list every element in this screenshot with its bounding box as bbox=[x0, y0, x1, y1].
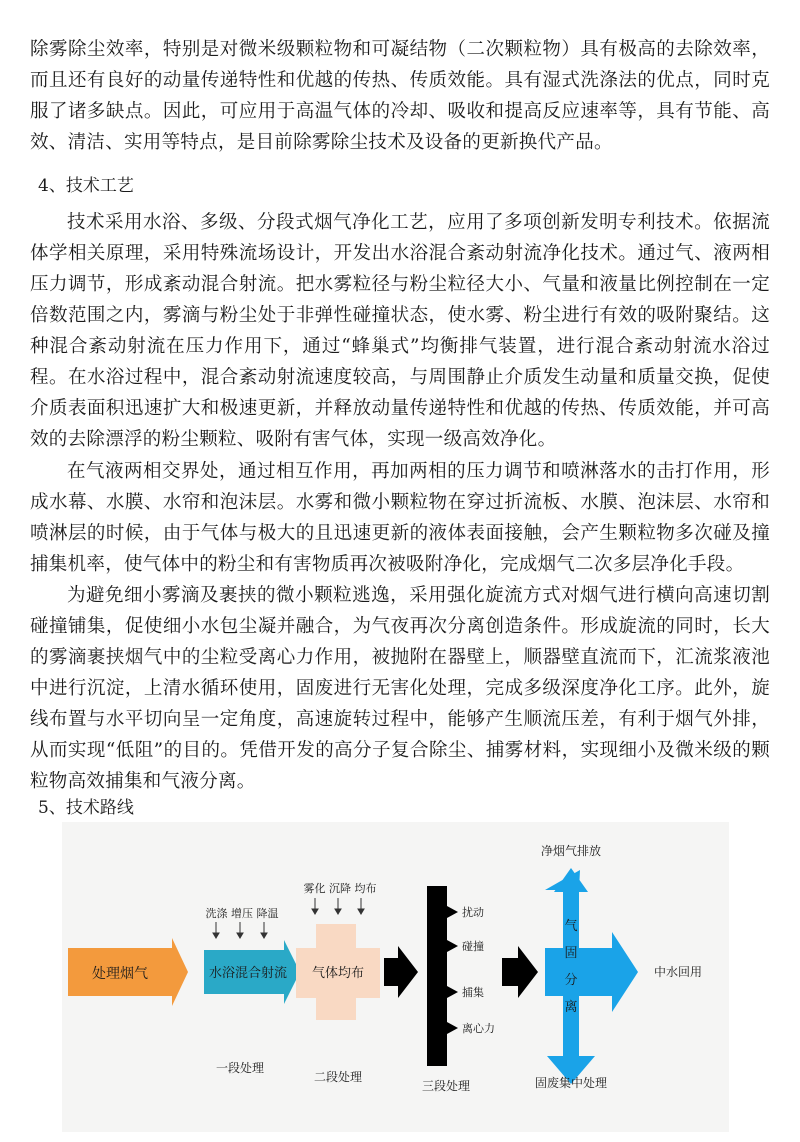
stage4-top-label: 净烟气排放 bbox=[540, 844, 602, 858]
stage1-inputs: 洗涤 增压 降温 bbox=[205, 907, 279, 920]
stage3-item-4: 离心力 bbox=[462, 1022, 495, 1035]
paragraph-process-3: 为避免细小雾滴及裹挟的微小颗粒逃逸，采用强化旋流方式对烟气进行横向高速切割碰撞铺集，促使细小水包尘凝并融合，为气夜再次分离创造条件。形成旋流的同时，长大的雾滴裹挟烟气中的尘粒受离心力作用，被抛附在器壁上，顺器壁直流而下，汇流浆液池中进行沉淀，上清水循环使用，固废进行无害化处理，完成多级深度净化工序。此外，旋线布置与水平切向呈一定角度，高速旋转过程中，能够产生顺流压差，有利于烟气外排，从而实现“低阻”的目的。凭借开发的高分子复合除尘、捕雾材料，实现细小及微米级的颗粒物高效捕集和气液分离。 bbox=[30, 585, 770, 792]
stage1-down-arrows bbox=[213, 922, 267, 938]
stage4-caption: 固废集中处理 bbox=[534, 1076, 608, 1090]
stage3-caption: 三段处理 bbox=[421, 1079, 471, 1093]
stage4-char-4: 离 bbox=[564, 1000, 578, 1015]
stage4-char-2: 固 bbox=[564, 946, 578, 961]
section-heading-route: 5、技术路线 bbox=[38, 798, 134, 818]
stage1-caption: 一段处理 bbox=[215, 1061, 265, 1075]
technology-route-diagram bbox=[62, 822, 729, 1132]
stage3-ticks bbox=[447, 906, 458, 1034]
input-label: 处理烟气 bbox=[92, 966, 148, 982]
stage3-item-2: 碰撞 bbox=[462, 940, 484, 953]
stage2-down-arrows bbox=[312, 898, 364, 914]
connector-arrow-1 bbox=[384, 946, 418, 998]
stage4-cross-arrow bbox=[545, 870, 638, 1084]
section-heading-process: 4、技术工艺 bbox=[38, 176, 134, 196]
stage2-inputs: 雾化 沉降 均布 bbox=[303, 882, 377, 895]
stage3-item-1: 扰动 bbox=[462, 906, 484, 919]
paragraph-process-2: 在气液两相交界处，通过相互作用，再加两相的压力调节和喷淋落水的击打作用，形成水幕、水膜、水帘和泡沫层。水雾和微小颗粒物在穿过折流板、水膜、泡沫层、水帘和喷淋层的时候，由于气体与极大的且迅速更新的液体表面接触，会产生颗粒物多次碰及撞捕集机率，使气体中的粉尘和有害物质再次被吸附净化，完成烟气二次多层净化手段。 bbox=[30, 461, 770, 575]
stage4-up-head bbox=[554, 868, 588, 892]
paragraph-intro: 除雾除尘效率，特别是对微米级颗粒物和可凝结物（二次颗粒物）具有极高的去除效率，而且还有良好的动量传递特性和优越的传热、传质效能。具有湿式洗涤法的优点，同时克服了诸多缺点。因此，可应用于高温气体的冷却、吸收和提高反应速率等，具有节能、高效、清洁、实用等特点，是目前除雾除尘技术及设备的更新换代产品。 bbox=[30, 39, 770, 153]
stage2-label: 气体均布 bbox=[311, 966, 365, 981]
stage2-caption: 二段处理 bbox=[313, 1070, 363, 1084]
stage3-item-3: 捕集 bbox=[462, 986, 484, 999]
stage4-char-3: 分 bbox=[564, 973, 578, 988]
stage4-right-label: 中水回用 bbox=[653, 965, 703, 979]
connector-arrow-2 bbox=[502, 946, 538, 998]
stage4-char-1: 气 bbox=[564, 919, 578, 934]
stage3-bar bbox=[427, 886, 447, 1066]
stage1-label: 水浴混合射流 bbox=[208, 966, 288, 981]
paragraph-process-1: 技术采用水浴、多级、分段式烟气净化工艺，应用了多项创新发明专利技术。依据流体学相关原理，采用特殊流场设计，开发出水浴混合紊动射流净化技术。通过气、液两相压力调节，形成紊动混合射流。把水雾粒径与粉尘粒径大小、气量和液量比例控制在一定倍数范围之内，雾滴与粉尘处于非弹性碰撞状态，使水雾、粉尘进行有效的吸附聚结。这种混合紊动射流在压力作用下，通过“蜂巢式”均衡排气装置，进行混合紊动射流水浴过程。在水浴过程中，混合紊动射流速度较高，与周围静止介质发生动量和质量交换，促使介质表面积迅速扩大和极速更新，并释放动量传递特性和优越的传热、传质效能，并可高效的去除漂浮的粉尘颗粒、吸附有害气体，实现一级高效净化。 bbox=[30, 212, 770, 450]
